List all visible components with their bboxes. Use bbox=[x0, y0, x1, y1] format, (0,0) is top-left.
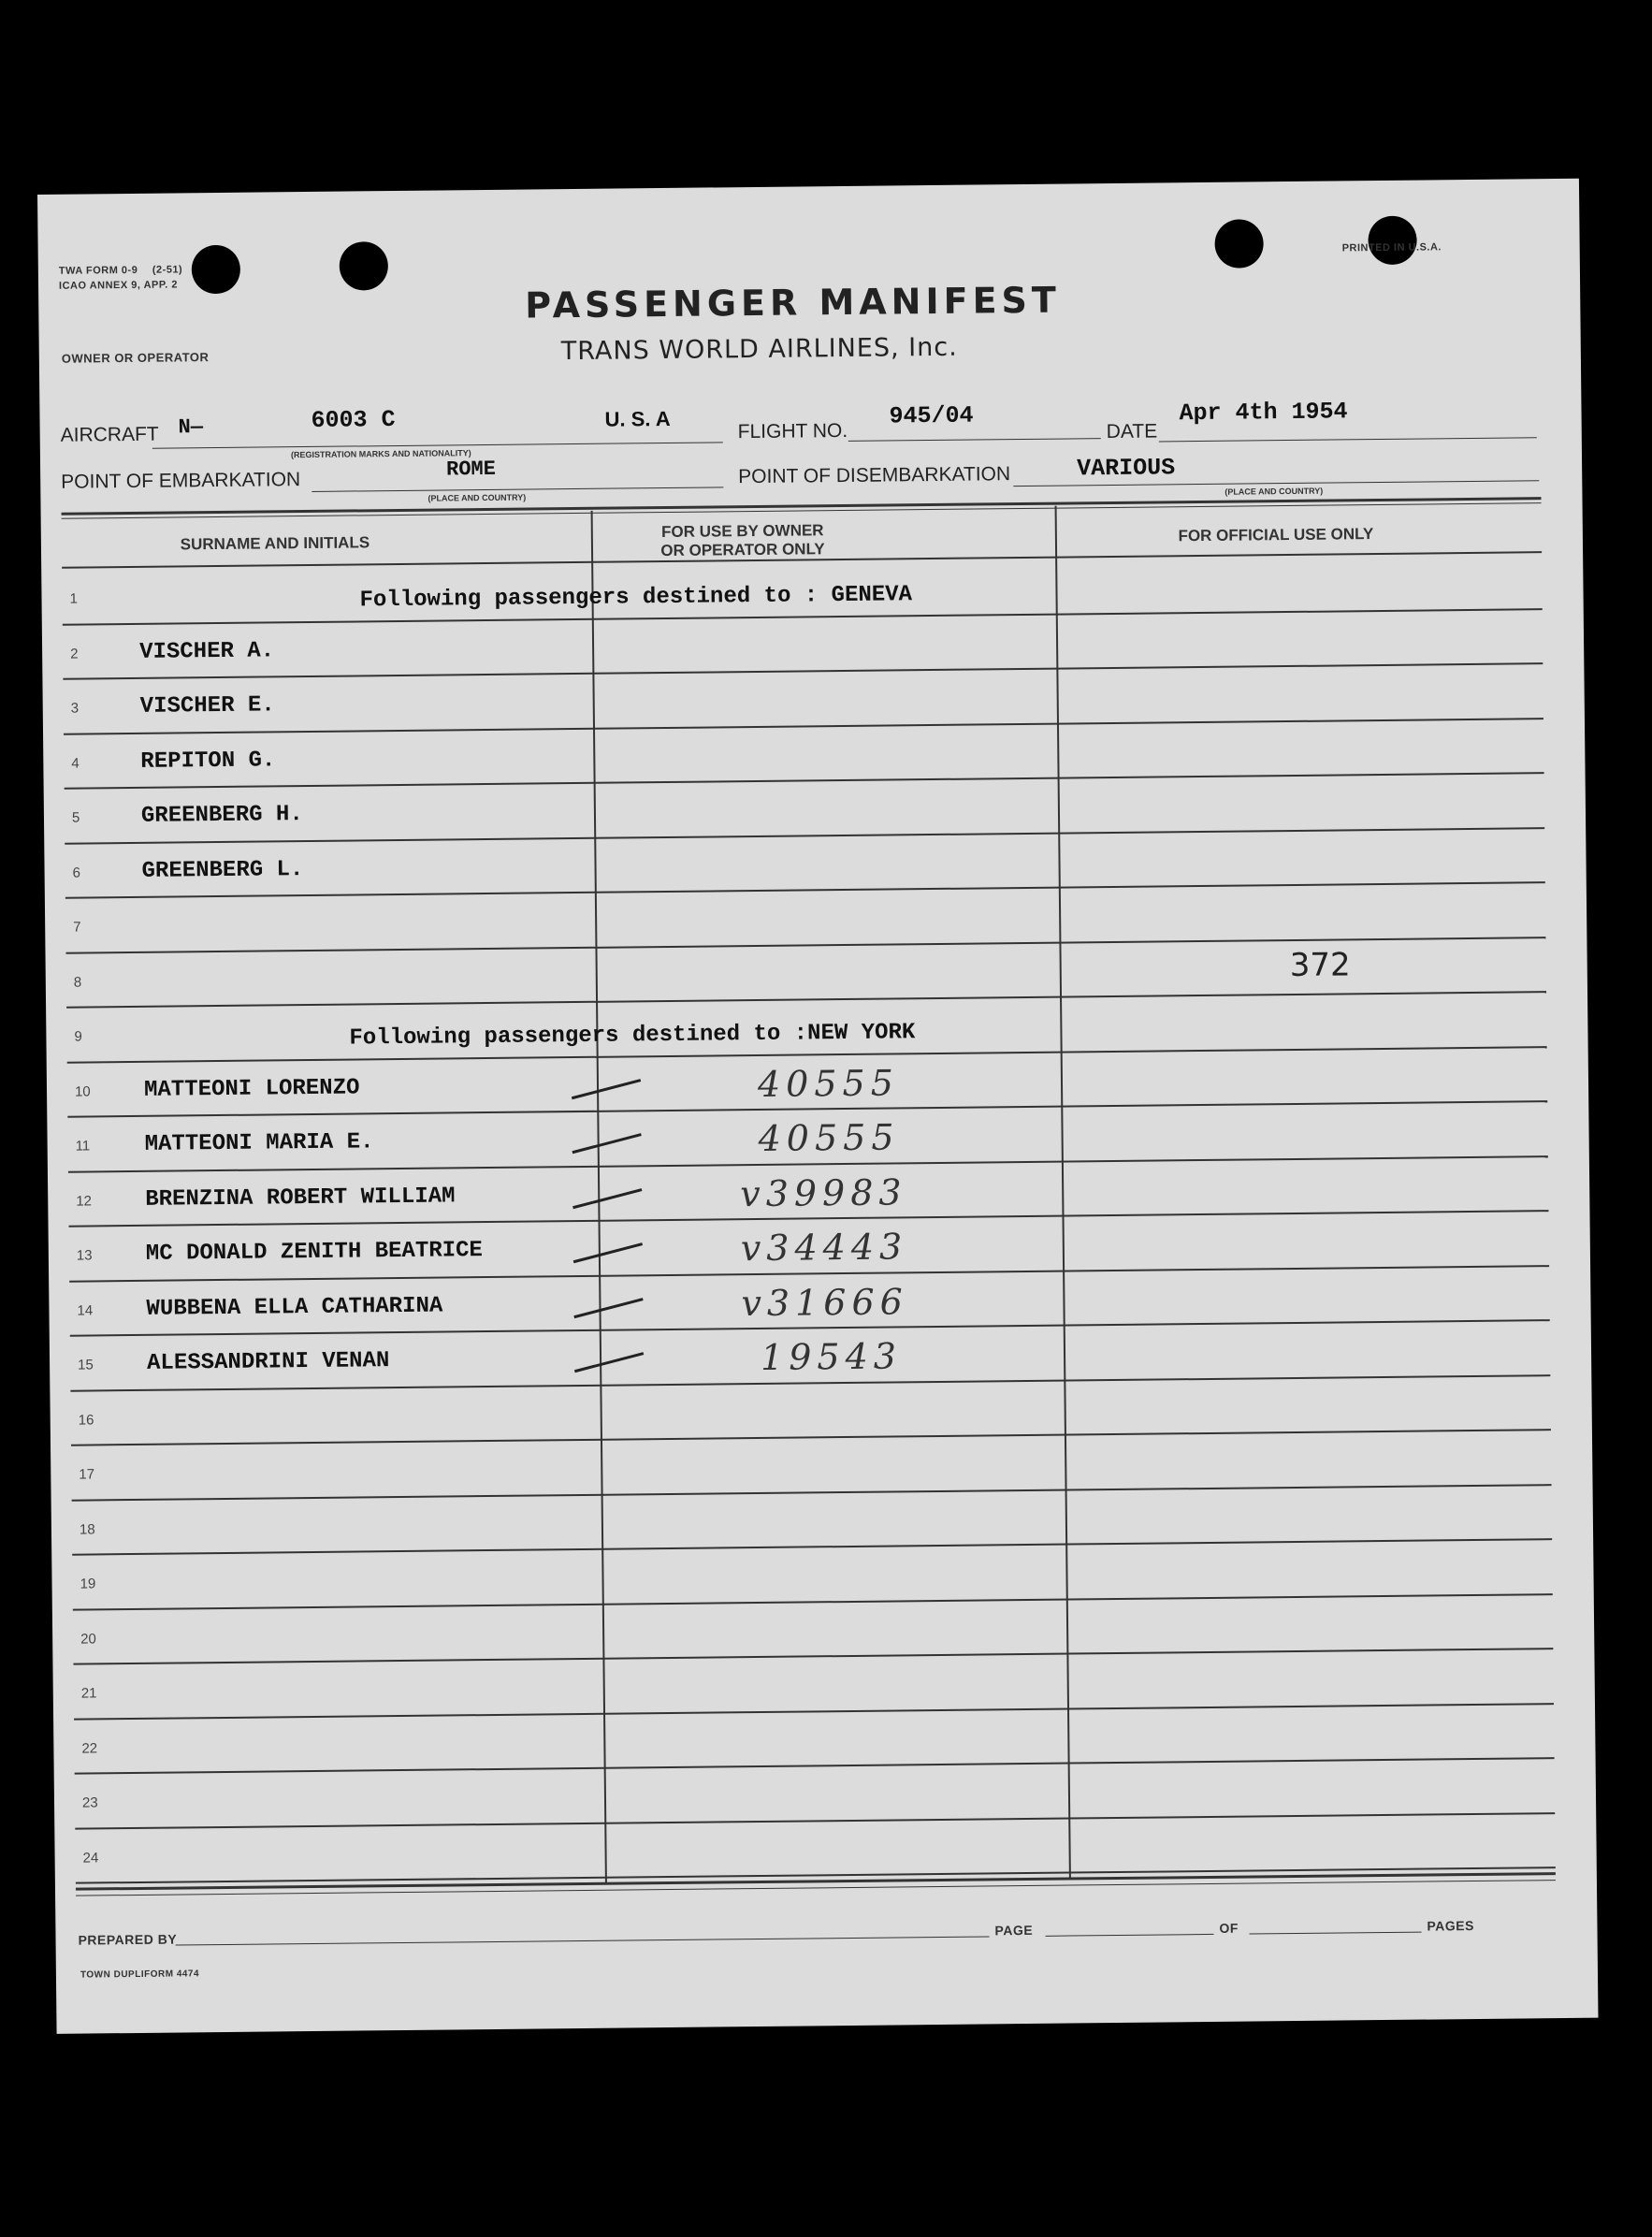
row-number: 22 bbox=[81, 1740, 98, 1757]
form-code: TOWN DUPLIFORM 4474 bbox=[80, 1968, 200, 1981]
row-number: 9 bbox=[74, 1028, 82, 1045]
official-entry: 372 bbox=[1289, 946, 1351, 985]
row-number: 21 bbox=[80, 1685, 97, 1702]
passenger-name: ALESSANDRINI VENAN bbox=[146, 1348, 390, 1376]
table-top-rule bbox=[62, 497, 1542, 516]
flight-number: 945/04 bbox=[889, 401, 974, 430]
embarkation-caption: (PLACE AND COUNTRY) bbox=[427, 492, 527, 503]
form-annex: ICAO ANNEX 9, APP. 2 bbox=[58, 279, 179, 292]
aircraft-registration: 6003 C bbox=[311, 406, 396, 434]
passenger-name: VISCHER E. bbox=[139, 692, 275, 719]
row-rule bbox=[64, 718, 1543, 735]
owner-ticket-number: 19543 bbox=[760, 1335, 903, 1378]
date-label: DATE bbox=[1106, 420, 1158, 443]
disembarkation-value: VARIOUS bbox=[1076, 454, 1176, 483]
punch-hole bbox=[1214, 219, 1264, 269]
embarkation-value: ROME bbox=[445, 457, 497, 482]
flight-date: Apr 4th 1954 bbox=[1179, 398, 1348, 428]
owner-ticket-number: v31666 bbox=[741, 1281, 909, 1325]
row-rule bbox=[75, 1812, 1555, 1830]
row-number: 13 bbox=[76, 1247, 93, 1264]
col-header-official: FOR OFFICIAL USE ONLY bbox=[1178, 525, 1374, 545]
row-number: 11 bbox=[75, 1138, 91, 1155]
row-number: 10 bbox=[74, 1083, 91, 1100]
row-number: 4 bbox=[71, 755, 80, 772]
aircraft-nationality: U. S. A bbox=[604, 406, 671, 431]
owner-ticket-number: v39983 bbox=[739, 1171, 907, 1215]
row-number: 1 bbox=[69, 590, 78, 607]
row-number: 15 bbox=[78, 1357, 94, 1373]
row-rule bbox=[66, 991, 1546, 1009]
passenger-name: MC DONALD ZENITH BEATRICE bbox=[145, 1238, 484, 1267]
document-title: PASSENGER MANIFEST bbox=[525, 279, 1062, 327]
passenger-name: MATTEONI MARIA E. bbox=[144, 1129, 374, 1157]
row-number: 17 bbox=[79, 1466, 95, 1483]
row-rule bbox=[67, 1046, 1547, 1064]
disembarkation-label: POINT OF DISEMBARKATION bbox=[738, 463, 1011, 488]
row-rule bbox=[65, 772, 1544, 790]
flight-label: FLIGHT NO. bbox=[737, 419, 848, 443]
owner-ticket-number: 40555 bbox=[758, 1116, 900, 1159]
row-number: 6 bbox=[72, 864, 81, 881]
row-number: 2 bbox=[70, 646, 79, 662]
row-number: 24 bbox=[82, 1850, 99, 1867]
printed-in: PRINTED IN U.S.A. bbox=[1341, 241, 1442, 254]
passenger-name: WUBBENA ELLA CATHARINA bbox=[146, 1293, 443, 1322]
row-number: 23 bbox=[81, 1794, 98, 1811]
disembarkation-caption: (PLACE AND COUNTRY) bbox=[1225, 486, 1324, 497]
manifest-sheet bbox=[37, 179, 1598, 2034]
passenger-name: GREENBERG H. bbox=[140, 802, 303, 829]
page-label: PAGE bbox=[994, 1922, 1034, 1939]
row-rule bbox=[75, 1757, 1555, 1775]
row-number: 19 bbox=[80, 1576, 96, 1592]
row-rule bbox=[74, 1703, 1554, 1721]
check-mark bbox=[572, 1188, 642, 1209]
passenger-name: VISCHER A. bbox=[138, 638, 275, 665]
pages-label: PAGES bbox=[1427, 1918, 1475, 1934]
form-number: TWA FORM 0-9 (2-51) bbox=[58, 264, 183, 277]
row-rule bbox=[73, 1593, 1553, 1611]
row-rule bbox=[72, 1484, 1552, 1502]
row-number: 20 bbox=[80, 1631, 96, 1648]
row-number: 5 bbox=[71, 809, 80, 826]
row-number: 8 bbox=[73, 974, 82, 991]
row-number: 3 bbox=[70, 700, 80, 717]
col-header-surname: SURNAME AND INITIALS bbox=[180, 533, 370, 554]
row-rule bbox=[65, 827, 1544, 845]
of-label: OF bbox=[1219, 1920, 1239, 1936]
aircraft-label: AIRCRAFT bbox=[60, 423, 159, 446]
destination-new-york: Following passengers destined to :NEW YORK bbox=[349, 1020, 916, 1052]
passenger-name: REPITON G. bbox=[140, 748, 276, 775]
row-number: 16 bbox=[78, 1412, 94, 1429]
prepared-by-label: PREPARED BY bbox=[78, 1931, 178, 1948]
passenger-name: GREENBERG L. bbox=[141, 857, 304, 884]
row-number: 14 bbox=[77, 1302, 94, 1319]
punch-hole bbox=[1368, 216, 1417, 266]
check-mark bbox=[573, 1298, 643, 1318]
punch-hole bbox=[340, 241, 389, 291]
aircraft-prefix: N— bbox=[178, 415, 204, 440]
row-rule bbox=[63, 662, 1543, 680]
aircraft-caption: (REGISTRATION MARKS AND NATIONALITY) bbox=[290, 448, 471, 460]
check-mark bbox=[572, 1133, 642, 1154]
check-mark bbox=[572, 1079, 641, 1099]
col-header-owner-use: FOR USE BY OWNER OR OPERATOR ONLY bbox=[660, 521, 825, 560]
row-rule bbox=[65, 881, 1545, 899]
row-number: 18 bbox=[79, 1521, 95, 1538]
row-number: 12 bbox=[76, 1193, 93, 1210]
punch-hole bbox=[192, 245, 241, 295]
airline-name: TRANS WORLD AIRLINES, Inc. bbox=[560, 332, 958, 367]
check-mark bbox=[573, 1242, 643, 1263]
owner-ticket-number: 40555 bbox=[757, 1062, 900, 1105]
check-mark bbox=[574, 1352, 644, 1373]
row-number: 7 bbox=[73, 919, 81, 936]
destination-geneva: Following passengers destined to : GENEVA bbox=[359, 582, 913, 614]
owner-operator-label: OWNER OR OPERATOR bbox=[61, 350, 210, 366]
owner-ticket-number: v34443 bbox=[740, 1226, 908, 1270]
row-rule bbox=[73, 1648, 1553, 1665]
column-divider bbox=[1055, 506, 1071, 1880]
row-rule bbox=[72, 1538, 1552, 1556]
passenger-name: MATTEONI LORENZO bbox=[143, 1075, 360, 1103]
row-rule bbox=[71, 1429, 1551, 1446]
embarkation-label: POINT OF EMBARKATION bbox=[61, 469, 301, 493]
row-rule bbox=[63, 608, 1543, 626]
passenger-name: BRENZINA ROBERT WILLIAM bbox=[145, 1184, 456, 1213]
